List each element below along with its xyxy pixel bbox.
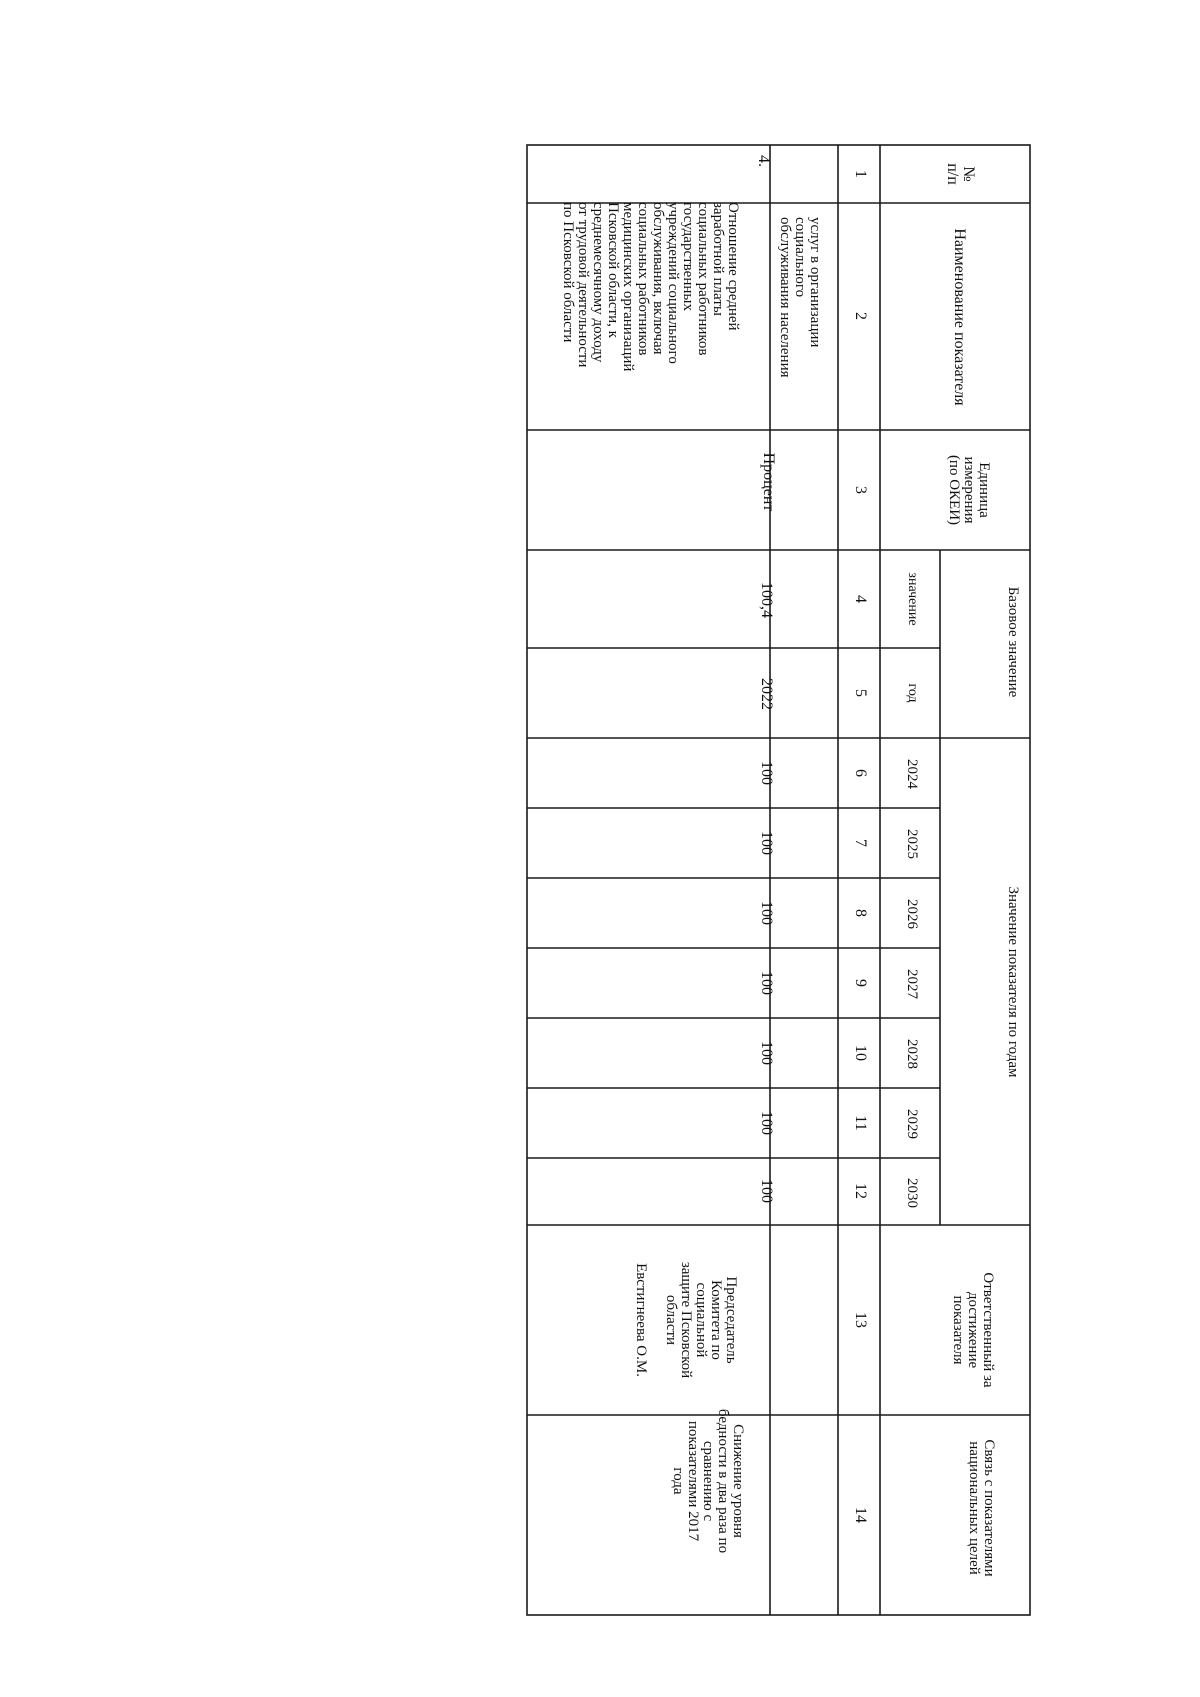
colnum-7: 7 xyxy=(852,839,869,847)
colnum-2: 2 xyxy=(852,312,869,320)
year-2025: 2025 xyxy=(904,829,920,859)
header-name: Наименование показателя xyxy=(951,228,968,406)
colnum-1: 1 xyxy=(852,170,869,178)
colnum-10: 10 xyxy=(852,1045,869,1061)
year-2026: 2026 xyxy=(904,899,920,929)
row4-value-2025: 100 xyxy=(758,831,775,855)
row4-base-value: 100,4 xyxy=(758,582,775,618)
colnum-12: 12 xyxy=(852,1183,869,1199)
year-2029: 2029 xyxy=(904,1109,920,1139)
year-2030: 2030 xyxy=(904,1178,920,1208)
header-base-group: Базовое значение xyxy=(1005,586,1021,698)
header-num: № п/п xyxy=(944,163,977,185)
year-2024: 2024 xyxy=(904,759,920,789)
row4-value-2030: 100 xyxy=(758,1179,775,1203)
colnum-5: 5 xyxy=(852,689,869,697)
colnum-6: 6 xyxy=(852,769,869,777)
year-2028: 2028 xyxy=(904,1039,920,1069)
header-unit: Единица измерения (по ОКЕИ) xyxy=(946,454,992,526)
colnum-9: 9 xyxy=(852,979,869,987)
header-base-year: год xyxy=(905,683,920,703)
year-2027: 2027 xyxy=(904,969,920,999)
header-col13: Ответственный за достижение показателя xyxy=(950,1272,996,1388)
header-years-group: Значение показателя по годам xyxy=(1005,886,1021,1078)
row4-value-2024: 100 xyxy=(758,761,775,785)
colnum-11: 11 xyxy=(852,1115,869,1131)
row4-value-2028: 100 xyxy=(758,1041,775,1065)
colnum-4: 4 xyxy=(852,595,869,603)
row4-responsible: Председатель Комитета по социальной защите Псковской области Евстигнеева О.М. xyxy=(633,1261,739,1379)
header-base-value: значение xyxy=(905,572,920,626)
colnum-14: 14 xyxy=(852,1507,869,1523)
colnum-8: 8 xyxy=(852,909,869,917)
colnum-13: 13 xyxy=(852,1312,869,1328)
header-col14: Связь с показателями национальных целей xyxy=(966,1439,997,1577)
row4-value-2029: 100 xyxy=(758,1111,775,1135)
continued-row-name: услуг в организации социального обслуживания населения xyxy=(777,217,823,378)
row4-base-year: 2022 xyxy=(758,678,775,710)
row4-value-2027: 100 xyxy=(758,971,775,995)
row4-value-2026: 100 xyxy=(758,901,775,925)
row4-name: Отношение средней заработной платы социальных работников государственных учреждений социального обслуживания, включая социальных работников медицинских организаций Псковской области, к среднемесячному доходу от трудовой деятельности по Псковской области xyxy=(560,202,741,372)
row4-unit: Процент xyxy=(760,452,777,512)
colnum-3: 3 xyxy=(852,486,869,494)
row4-national-goal: Снижение уровня бедности в два раза по сравнению с показателями 2017 года xyxy=(670,1408,746,1554)
row4-num: 4. xyxy=(755,155,772,167)
